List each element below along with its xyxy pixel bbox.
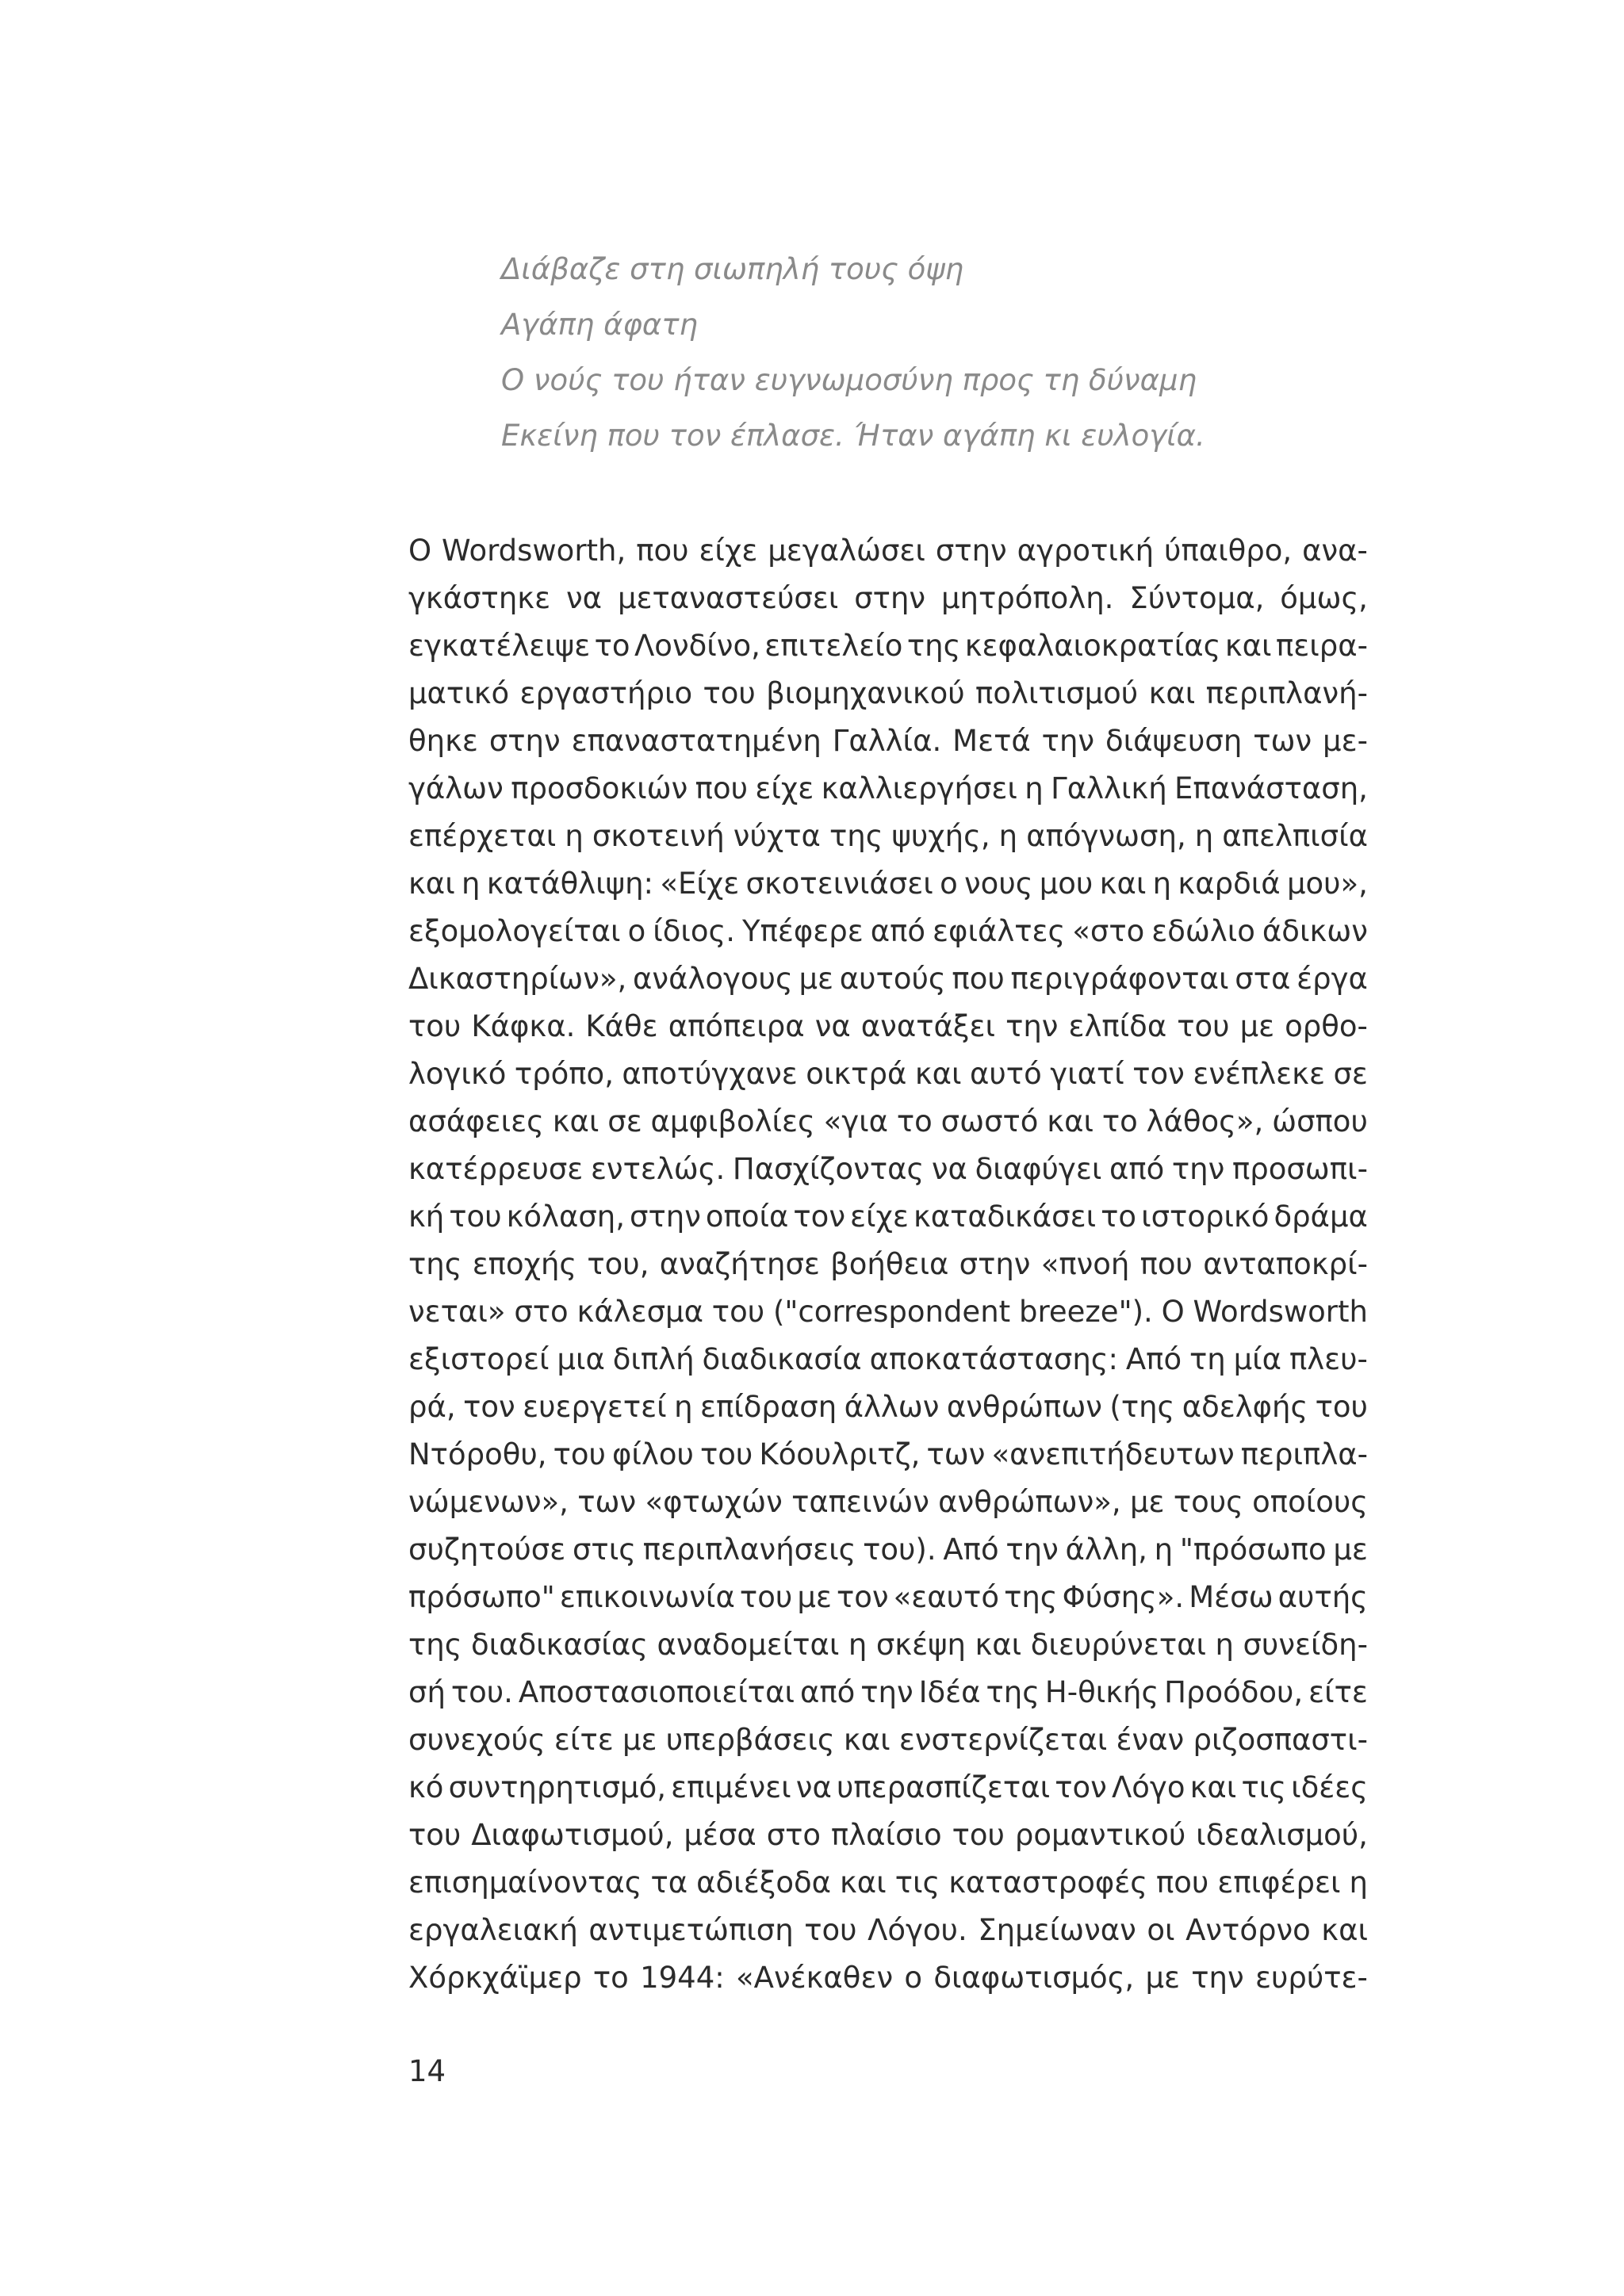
- epigraph-line: Ο νούς του ήταν ευγνωμοσύνη προς τη δύναμη: [501, 363, 1197, 397]
- body-line: επέρχεται η σκοτεινή νύχτα της ψυχής, η απόγνωση, η απελπισία: [408, 819, 1368, 853]
- body-line: κή του κόλαση, στην οποία τον είχε καταδικάσει το ιστορικό δράμα: [408, 1200, 1368, 1234]
- body-line: συζητούσε στις περιπλανήσεις του). Από την άλλη, η "πρόσωπο με: [408, 1533, 1368, 1567]
- body-line: ρά, τον ευεργετεί η επίδραση άλλων ανθρώπων (της αδελφής του: [408, 1390, 1368, 1424]
- body-line: Χόρκχάϊμερ το 1944: «Ανέκαθεν ο διαφωτισμός, με την ευρύτε-: [408, 1961, 1368, 1995]
- body-line: της διαδικασίας αναδομείται η σκέψη και διευρύνεται η συνείδη-: [408, 1628, 1368, 1662]
- body-line: λογικό τρόπο, αποτύγχανε οικτρά και αυτό γιατί τον ενέπλεκε σε: [408, 1057, 1368, 1091]
- body-line: εγκατέλειψε το Λονδίνο, επιτελείο της κεφαλαιοκρατίας και πειρα-: [408, 629, 1368, 663]
- body-line: πρόσωπο" επικοινωνία του με τον «εαυτό της Φύσης». Μέσω αυτής: [408, 1580, 1368, 1614]
- body-paragraph: [408, 527, 1368, 2002]
- body-line: γάλων προσδοκιών που είχε καλλιεργήσει η Γαλλική Επανάσταση,: [408, 771, 1368, 806]
- body-line: σή του. Αποστασιοποιείται από την Ιδέα της Η-θικής Προόδου, είτε: [408, 1675, 1368, 1709]
- body-line: γκάστηκε να μεταναστεύσει στην μητρόπολη. Σύντομα, όμως,: [408, 581, 1368, 615]
- body-line: κό συντηρητισμό, επιμένει να υπερασπίζεται τον Λόγο και τις ιδέες: [408, 1770, 1368, 1804]
- epigraph-line: Αγάπη άφατη: [501, 308, 698, 342]
- body-line: του Διαφωτισμού, μέσα στο πλαίσιο του ρομαντικού ιδεαλισμού,: [408, 1818, 1368, 1852]
- body-line: νεται» στο κάλεσμα του ("correspondent breeze"). Ο Wordsworth: [408, 1295, 1368, 1329]
- body-line: εργαλειακή αντιμετώπιση του Λόγου. Σημείωναν οι Αντόρνο και: [408, 1913, 1368, 1947]
- body-line: ασάφειες και σε αμφιβολίες «για το σωστό και το λάθος», ώσπου: [408, 1104, 1368, 1138]
- epigraph-line: Διάβαζε στη σιωπηλή τους όψη: [501, 252, 964, 286]
- body-line: και η κατάθλιψη: «Είχε σκοτεινιάσει ο νους μου και η καρδιά μου»,: [408, 867, 1368, 901]
- body-line: εξομολογείται ο ίδιος. Υπέφερε από εφιάλτες «στο εδώλιο άδικων: [408, 914, 1368, 948]
- body-line: ματικό εργαστήριο του βιομηχανικού πολιτισμού και περιπλανή-: [408, 676, 1368, 710]
- epigraph-line: Εκείνη που τον έπλασε. Ήταν αγάπη κι ευλογία.: [501, 419, 1205, 453]
- page-number: 14: [408, 2054, 446, 2088]
- body-line: συνεχούς είτε με υπερβάσεις και ενστερνίζεται έναν ριζοσπαστι-: [408, 1723, 1368, 1757]
- body-line: κατέρρευσε εντελώς. Πασχίζοντας να διαφύγει από την προσωπι-: [408, 1152, 1368, 1186]
- body-line: Ο Wordsworth, που είχε μεγαλώσει στην αγροτική ύπαιθρο, ανα-: [408, 534, 1368, 568]
- body-line: θηκε στην επαναστατημένη Γαλλία. Μετά την διάψευση των με-: [408, 724, 1368, 758]
- body-line: της εποχής του, αναζήτησε βοήθεια στην «πνοή που ανταποκρί-: [408, 1247, 1368, 1281]
- body-line: του Κάφκα. Κάθε απόπειρα να ανατάξει την ελπίδα του με ορθο-: [408, 1009, 1368, 1043]
- body-line: νώμενων», των «φτωχών ταπεινών ανθρώπων», με τους οποίους: [408, 1485, 1368, 1519]
- body-line: εξιστορεί μια διπλή διαδικασία αποκατάστασης: Από τη μία πλευ-: [408, 1342, 1368, 1376]
- body-line: επισημαίνοντας τα αδιέξοδα και τις καταστροφές που επιφέρει η: [408, 1866, 1368, 1900]
- body-line: Ντόροθυ, του φίλου του Κόουλριτζ, των «ανεπιτήδευτων περιπλα-: [408, 1437, 1368, 1471]
- body-line: Δικαστηρίων», ανάλογους με αυτούς που περιγράφονται στα έργα: [408, 962, 1368, 996]
- poem-epigraph: [501, 242, 1453, 464]
